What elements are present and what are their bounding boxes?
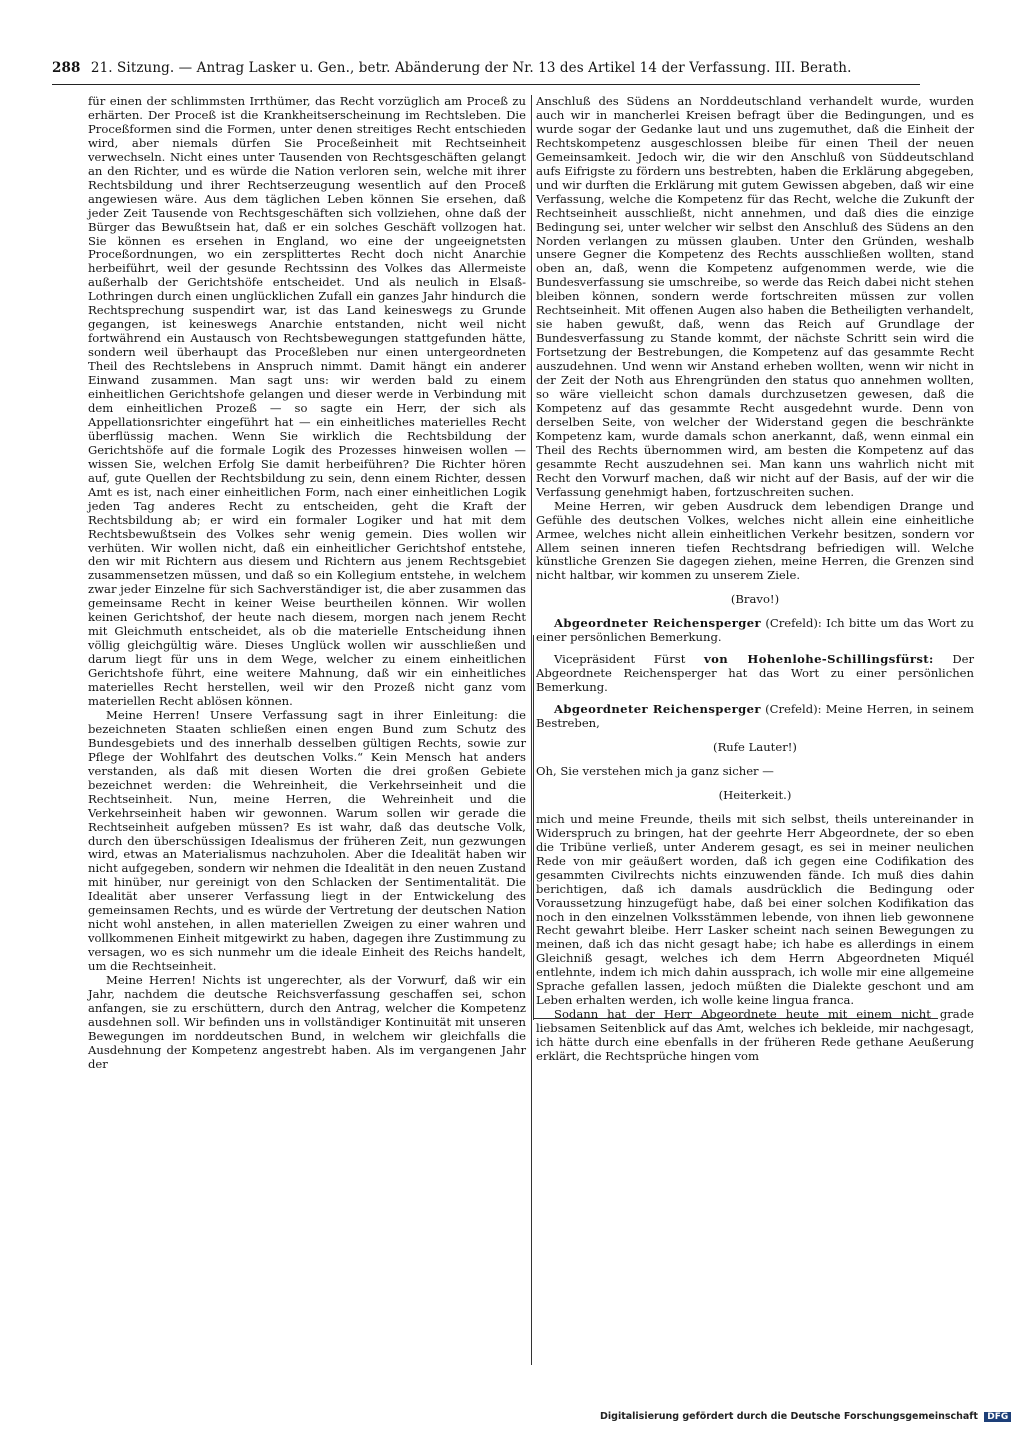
speaker-text: Meine Herren, in seinem Bestreben,	[536, 702, 975, 731]
speaker-text: Ich bitte um das Wort zu einer persönlichen Bemerkung.	[536, 616, 974, 645]
applause-note: (Bravo!)	[730, 592, 780, 607]
right-column	[536, 95, 974, 1367]
paragraph: mich und meine Freunde, theils mit sich selbst, theils untereinander in Widerspruch zu bringen, hat der geehrte Herr Abgeordnete, der so eben die Tribüne verließ, unter Anderem gesagt, es sei in meiner neulichen Rede von mir geäußert worden, daß ich gegen eine Codifikation des gesammten Civilrechts nichts einzuwenden fände. Ich muß dies dahin berichtigen, daß ich damals ausdrücklich die Bedingung oder Voraussetzung hinzugefügt habe, daß bei einer solchen Kodifikation das noch in den einzelnen Volksstämmen lebende, von ihnen lieb gewonnene Recht gewahrt bleibe. Herr Lasker scheint nach seinen Bewegungen zu meinen, daß ich das nicht gesagt habe; ich habe es allerdings in einem Gleichniß gesagt, welches ich dem Herrn Abgeordneten Miquél entlehnte, indem ich mich dahin aussprach, ich wolle mir eine allgemeine Sprache gefallen lassen, jedoch müßten die Dialekte geschont und am Leben erhalten werden, ich wolle keine lingua franca.	[536, 811, 974, 1008]
left-column	[88, 95, 526, 1367]
call-out-note: (Rufe Lauter!)	[713, 739, 797, 754]
paragraph: für einen der schlimmsten Irrthümer, das Recht vorzüglich am Proceß zu erhärten. Der Proceß ist die Krankheitserscheinung im Rechtsleben. Die Proceßformen sind die Formen, unter denen streitiges Recht entschieden wird, aber niemals dürfen Sie Proceßeinheit mit Rechtseinheit verwechseln. Nicht eines unter Tausenden von Rechtsgeschäften gelangt an den Richter, und es würde die Nation verloren sein, welche mit ihrer Rechtsbildung und ihrer Rechtserzeugung wesentlich auf den Proceß angewiesen wäre. Aus dem täglichen Leben können Sie ersehen, daß jeder Zeit Tausende von Rechtsgeschäften sich vollziehen, ohne daß der Bürger das Bewußtsein hat, daß er ein solches Geschäft vollzogen hat. Sie können es ersehen in England, wo eine der ungeeignetsten Proceßordnungen, wo ein zersplittertes Recht doch nicht Anarchie herbeiführt, weil der gesunde Rechtssinn des Volkes das Allermeiste außerhalb der Gerichtshöfe entscheidet. Und als neulich in Elsaß-Lothringen durch einen unglücklichen Zufall ein ganzes Jahr hindurch die Rechtsprechung suspendirt war, ist das Land keineswegs zu Grunde gegangen, ist keineswegs Anarchie entstanden, nicht weil nicht fortwährend ein Austausch von Rechtsbewegungen stattgefunden hätte, sondern weil überhaupt das Proceßleben nur einen untergeordneten Theil des Rechtslebens in Anspruch nimmt. Damit hängt ein anderer Einwand zusammen. Man sagt uns: wir werden bald zu einem einheitlichen Gerichtshofe gelangen und dieser werde in Verbindung mit dem einheitlichen Prozeß — so sagte ein Herr, der sich als Appellationsrichter eingeführt hat — ein einheitliches materielles Recht überflüssig machen. Wenn Sie wirklich die Rechtsbildung der Gerichtshöfe auf die formale Logik des Prozesses hinweisen wollen — wissen Sie, welchen Erfolg Sie damit herbeiführen? Die Richter hören auf, gute Quellen der Rechtsbildung zu sein, denn einem Richter, dessen Amt es ist, nach einer einheitlichen Form, nach einer einheitlichen Logik jeden Tag anderes Recht zu entscheiden, geht die Kraft der Rechtsbildung ab; er wird ein formaler Logiker und hat mit dem Rechtsbewußtsein des Volkes sehr wenig gemein. Dies wollen wir verhüten. Wir wollen nicht, daß ein einheitlicher Gerichtshof entstehe, den wir mit Richtern aus diesem und Richtern aus jenem Rechtsgebiet zusammensetzen müssen, und daß so ein Kollegium entstehe, in welchem zwar jeder Einzelne für sich Sachverständiger ist, die aber zusammen das gemeinsame Recht in keiner Weise beurtheilen können. Wir wollen keinen Gerichtshof, der heute nach diesem, morgen nach jenem Recht mit Gleichmuth entscheidet, als ob die materielle Entscheidung ihnen völlig gleichgültig wäre. Dieses Unglück wollen wir ausschließen und darum liegt für uns in dem Wege, welcher zu einem einheitlichen Gerichtshofe führt, eine weitere Mahnung, daß wir ein einheitliches materielles Recht herstellen, weil wir den Prozeß nicht ganz vom materiellen Recht ablösen können.	[88, 94, 526, 708]
footer-credit: Digitalisierung gefördert durch die Deutsche Forschungsgemeinschaft	[600, 1411, 978, 1422]
speaker-entry	[536, 653, 974, 695]
speech-continuation: Oh, Sie verstehen mich ja ganz sicher —	[536, 763, 774, 778]
vice-president-name: von Hohenlohe-Schillingsfürst:	[704, 652, 934, 667]
speaker-name: Abgeordneter Reichensperger	[554, 702, 761, 717]
column-divider-inner	[533, 635, 534, 1020]
dfg-logo: DFG	[984, 1412, 1011, 1422]
paragraph: Meine Herren, wir geben Ausdruck dem lebendigen Drange und Gefühle des deutschen Volkes, welches nicht allein eine einheitliche Armee, welches nicht allein einheitlichen Verkehr besitzen, sondern vor Allem seinen inneren tiefen Rechtsdrang befriedigen will. Welche künstliche Grenzen Sie dagegen ziehen, meine Herren, die Grenzen sind nicht haltbar, wir kommen zu unserem Ziele.	[536, 498, 974, 583]
speaker-name: Abgeordneter Reichensperger	[554, 616, 762, 631]
page-number: 288	[52, 60, 81, 76]
column-divider	[531, 95, 532, 1365]
running-title: 21. Sitzung. — Antrag Lasker u. Gen., betr. Abänderung der Nr. 13 des Artikel 14 der Verfassung. III. Berath.	[90, 60, 852, 76]
paragraph: Meine Herren! Nichts ist ungerechter, als der Vorwurf, daß wir ein Jahr, nachdem die deutsche Reichsverfassung geschaffen sei, schon anfangen, sie zu erschüttern, durch den Antrag, welcher die Kompetenz ausdehnen soll. Wir befinden uns in vollständiger Kontinuität mit unseren Bewegungen im norddeutschen Bund, in welchem wir gleichfalls die Ausdehnung der Kompetenz angestrebt haben. Als im vergangenen Jahr der	[88, 973, 526, 1071]
vice-president-title: Vicepräsident Fürst	[554, 652, 686, 667]
laughter-note: (Heiterkeit.)	[718, 787, 792, 802]
paragraph: Anschluß des Südens an Norddeutschland verhandelt wurde, wurden auch wir in mancherlei Kreisen befragt über die Bedingungen, und es wurde sogar der Gedanke laut und uns zugemuthet, daß die Einheit der Rechtskompetenz ausgeschlossen bleibe für einen Theil der neuen Gemeinsamkeit. Jedoch wir, die wir den Anschluß von Süddeutschland aufs Eifrigste zu fördern uns bestrebten, haben die Erklärung abgegeben, und wir durften die Erklärung mit gutem Gewissen abgeben, daß wir eine Verfassung, welche die Kompetenz für das Recht, welche die Zukunft der Rechtseinheit ausschließt, nicht annehmen, und daß dies die einzige Bedingung sei, unter welcher wir selbst den Anschluß des Südens an den Norden verlangen zu müssen glauben. Unter den Gründen, weshalb unsere Gegner die Kompetenz des Rechts ausschließen wollten, stand oben an, daß, wenn die Kompetenz aufgenommen werde, wie die Bundesverfassung sie umschreibe, so werde das Reich dabei nicht stehen bleiben können, sondern werde fortschreiten müssen zur vollen Rechtseinheit. Mit offenen Augen also haben die Betheiligten verhandelt, sie haben gewußt, daß, wenn das Reich auf Grundlage der Bundesverfassung zu Stande kommt, der nächste Schritt sein wird die Fortsetzung der Bestrebungen, die Kompetenz auf das gesammte Recht auszudehnen. Und wenn wir Anstand erheben wollten, wenn wir nicht in der Zeit der Noth aus Ehrengründen den status quo annehmen wollten, so wäre vielleicht schon damals durchzusetzen gewesen, daß die Kompetenz auf das gesammte Recht ausgedehnt wurde. Denn von derselben Seite, von welcher der Widerstand gegen die beschränkte Kompetenz kam, wurde damals schon anerkannt, daß, wenn einmal ein Theil des Rechts übernommen wird, am besten die Kompetenz auf das gesammte Recht auszudehnen sei. Man kann uns wahrlich nicht mit Recht den Vorwurf machen, daß wir nicht auf der Basis, auf der wir die Verfassung genehmigt haben, fortzuschreiten suchen.	[536, 94, 974, 499]
paragraph: Meine Herren! Unsere Verfassung sagt in ihrer Einleitung: die bezeichneten Staaten schließen einen engen Bund zum Schutz des Bundesgebiets und des innerhalb desselben gültigen Rechts, sowie zur Pflege der Wohlfahrt des deutschen Volks.“ Kein Mensch hat anders verstanden, als daß mit diesen Worten die drei großen Gebiete bezeichnet werden: die Wehreinheit, die Verkehrseinheit und die Rechtseinheit. Nun, meine Herren, die Wehreinheit und die Verkehrseinheit haben wir gewonnen. Warum sollen wir gerade die Rechtseinheit aufgeben müssen? Es ist wahr, daß das deutsche Volk, durch den überschüssigen Idealismus der früheren Zeit, nun gezwungen wird, etwas an Materialismus nachzuholen. Aber die Idealität haben wir nicht aufgegeben, sondern wir nehmen die Idealität in den neuen Zustand mit hinüber, nur gereinigt von den Schlacken der Sentimentalität. Die Idealität aber unserer Verfassung liegt in der Entwickelung des gemeinsamen Rechts, und es würde der Vertretung der deutschen Nation nicht wohl anstehen, in allen materiellen Zweigen zu einer wahren und vollkommenen Einheit mitgewirkt zu haben, dagegen ihre Zustimmung zu versagen, wo es sich nunmehr um die ideale Einheit des Reichs handelt, um die Rechtseinheit.	[88, 707, 526, 974]
speaker-entry	[536, 703, 974, 731]
page-header	[52, 60, 920, 85]
speaker-place: (Crefeld):	[765, 702, 822, 717]
footer	[600, 1411, 1009, 1422]
speaker-entry	[536, 617, 974, 645]
speaker-text: Der Abgeordnete Reichensperger hat das Wort zu einer persönlichen Bemerkung.	[536, 652, 975, 695]
paragraph: Sodann hat der Herr Abgeordnete heute mit einem nicht grade liebsamen Seitenblick auf das Amt, welches ich bekleide, mir nachgesagt, ich hätte durch eine ebenfalls in der früheren Rede gethane Aeußerung erklärt, die Rechtsprüche hingen vom	[536, 1007, 974, 1064]
speaker-place: (Crefeld):	[765, 616, 822, 631]
